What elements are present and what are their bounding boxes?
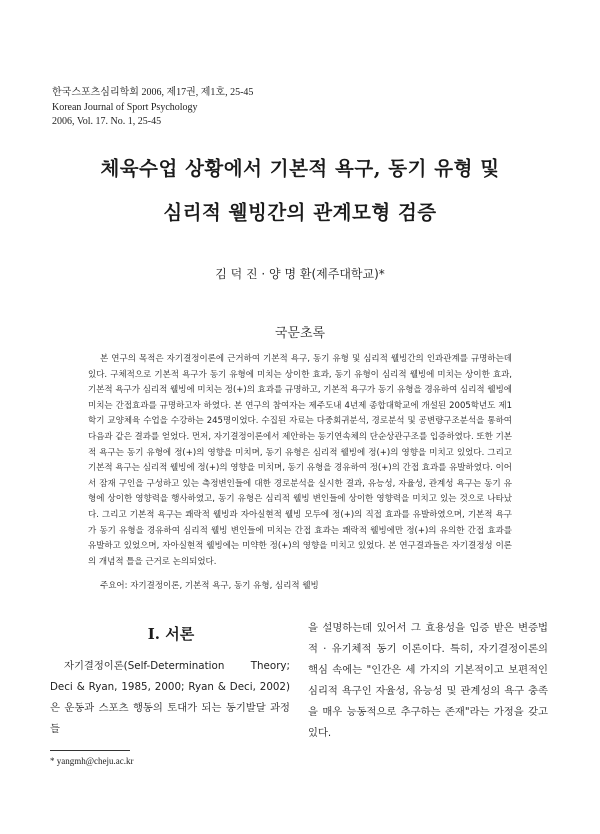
footnote-email: * yangmh@cheju.ac.kr <box>50 756 134 766</box>
paper-title-line-1: 체육수업 상황에서 기본적 욕구, 동기 유형 및 <box>100 157 500 180</box>
abstract-body <box>88 352 512 570</box>
journal-line-korean: 한국스포츠심리학회 2006, 제17권, 제1호, 25-45 <box>52 87 254 98</box>
keywords-line: 주요어: 자기결정이론, 기본적 욕구, 동기 유형, 심리적 웰빙 <box>100 581 319 591</box>
author-line: 김 덕 진 · 양 명 환(제주대학교)* <box>215 267 385 281</box>
section-heading-introduction: Ⅰ. 서론 <box>147 625 195 643</box>
footnote-divider <box>50 750 130 751</box>
abstract-heading: 국문초록 <box>274 326 326 341</box>
abstract-paragraph: 본 연구의 목적은 자기결정이론에 근거하여 기본적 욕구, 동기 유형 및 심리적 웰빙간의 인과관계를 규명하는데 있다. 구체적으로 기본적 욕구가 동기 유형에 미치는 상이한 효과, 동기 유형이 심리적 웰빙에 미치는 상이한 효과, 기본적 욕구가 심리적 웰빙에 미치는 정(+)의 효과를 규명하고, 기본적 욕구가 동기 유형을 경유하여 심리적 웰빙에 미치는 간접효과를 규명하고자 하였다. 본 연구의 참여자는 제주도내 4년제 종합대학교에 개설된 2005학년도 제1학기 교양체육 수업을 수강하는 245명이었다. 수집된 자료는 다중회귀분석, 경로분석 및 공변량구조분석을 통하여 다음과 같은 결과를 얻었다. 먼저, 자기결정이론에서 제안하는 동기연속체의 단순상관구조를 입증하였다. 또한 기본적 욕구는 동기 유형에 정(+)의 영향을 미치며, 동기 유형은 심리적 웰빙에 정(+)의 영향을 미치고 있었다. 그리고 기본적 욕구는 심리적 웰빙에 정(+)의 영향을 미치며, 동기 유형을 경유하여 정(+)의 간접 효과를 유발하였다. 이어서 잠재 구인을 구성하고 있는 측정변인들에 대한 경로분석을 실시한 결과, 유능성, 자율성, 관계성 욕구는 동기 유형에 상이한 영향력을 행사하였고, 동기 유형은 심리적 웰빙 변인들에 상이한 영향력을 미치고 있는 것으로 나타났다. 그리고 기본적 욕구는 쾌락적 웰빙과 자아실현적 웰빙 모두에 정(+)의 직접 효과를 유발하였으며, 기본적 욕구가 동기 유형을 경유하여 심리적 웰빙 변인들에 미치는 간접 효과는 쾌락적 웰빙에만 정(+)의 유의한 간접 효과를 유발하고 있었으며, 자아실현적 웰빙에는 미약한 정(+)의 영향을 미치고 있었다. 본 연구결과들은 자기결정성 이론의 개념적 틀을 근거로 논의되었다. <box>88 354 512 567</box>
intro-paragraph-left: 자기결정이론(Self-Determination Theory; Deci & Ryan, 1985, 2000; Ryan & Deci, 2002)은 운동과 스포츠 행동의 토대가 되는 동기발달 과정들 <box>50 660 290 735</box>
journal-citation <box>52 86 253 130</box>
intro-paragraph-right: 을 설명하는데 있어서 그 효용성을 입증 받은 변증법적 · 유기체적 동기 이론이다. 특히, 자기결정이론의 핵심 속에는 "인간은 세 가지의 기본적이고 보편적인 심리적 욕구인 자율성, 유능성 및 관계성의 욕구 충족을 매우 능동적으로 추구하는 존재"라는 가정을 갖고 있다. <box>308 622 548 739</box>
body-column-right <box>308 618 548 744</box>
paper-title-line-2: 심리적 웰빙간의 관계모형 검증 <box>163 201 437 224</box>
journal-line-volume: 2006, Vol. 17. No. 1, 25-45 <box>52 116 162 127</box>
body-column-left <box>50 656 290 740</box>
journal-line-english: Korean Journal of Sport Psychology <box>52 101 198 113</box>
